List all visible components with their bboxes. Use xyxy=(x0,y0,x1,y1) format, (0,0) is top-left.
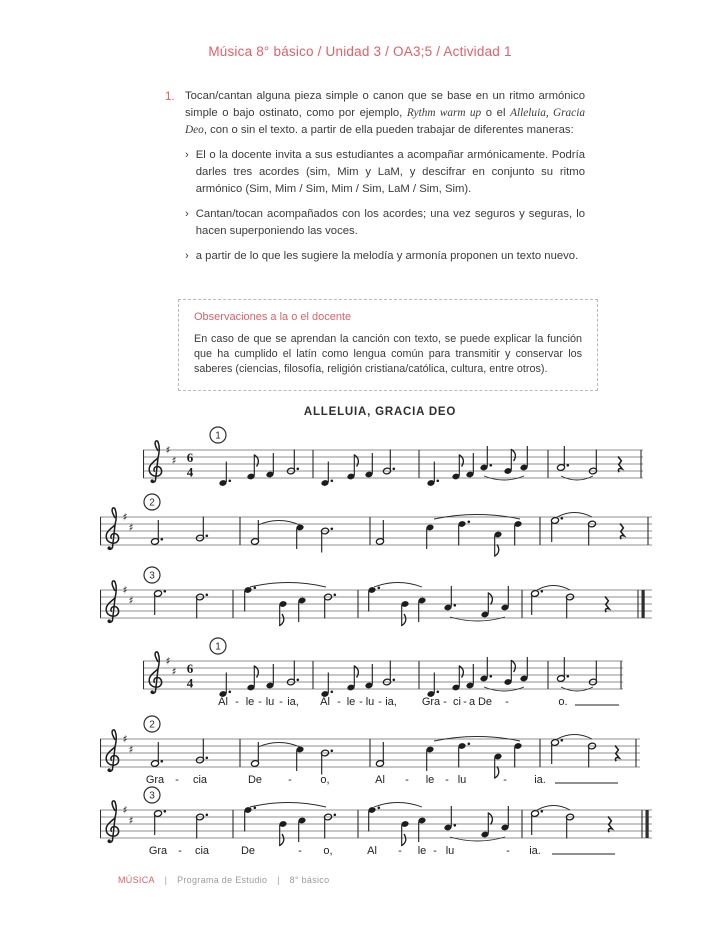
augmentation-dot xyxy=(229,691,232,694)
sharp-icon: ♯ xyxy=(165,444,171,457)
augmentation-dot xyxy=(297,679,300,682)
note xyxy=(514,520,523,545)
note xyxy=(279,600,288,625)
augmentation-dot xyxy=(206,757,209,760)
lyric-syllable: - xyxy=(378,696,382,708)
intro-italic-segment: Rythm warm up xyxy=(406,107,482,119)
note xyxy=(401,820,410,845)
footer-brand: MÚSICA xyxy=(118,875,155,885)
sharp-icon: ♯ xyxy=(122,584,128,597)
eighth-flag xyxy=(488,813,492,824)
bullet-marker: › xyxy=(185,149,189,161)
lyric-syllable: De xyxy=(477,696,493,708)
lyric-syllable: ci xyxy=(453,696,461,708)
lyric-syllable: o. xyxy=(558,696,568,708)
note xyxy=(427,462,439,487)
lyric-syllable: lu xyxy=(365,696,375,708)
augmentation-dot xyxy=(454,824,457,827)
treble-clef-icon xyxy=(106,801,118,843)
note xyxy=(347,666,359,691)
lyric-syllable: ia, xyxy=(385,696,397,708)
augmentation-dot xyxy=(454,604,457,607)
augmentation-dot xyxy=(393,468,396,471)
augmentation-dot xyxy=(229,480,232,483)
lyric-syllable: le xyxy=(245,696,255,708)
augmentation-dot xyxy=(561,739,564,742)
activity-number: 1. xyxy=(165,91,175,103)
footer-grade: 8° básico xyxy=(289,875,330,885)
augmentation-dot xyxy=(437,691,440,694)
section-number: 2 xyxy=(149,719,155,731)
augmentation-dot xyxy=(254,807,257,810)
note xyxy=(401,600,410,625)
section-number: 2 xyxy=(149,497,155,509)
treble-clef-icon xyxy=(149,652,161,694)
augmentation-dot xyxy=(468,521,471,524)
lyric-syllable: De xyxy=(247,774,263,786)
lyric-syllable: cia xyxy=(192,774,208,786)
eighth-flag xyxy=(511,661,515,672)
augmentation-dot xyxy=(164,810,167,813)
activity-block xyxy=(163,88,585,265)
lyric-syllable: Gra xyxy=(421,696,441,708)
eighth-flag xyxy=(402,615,406,626)
augmentation-dot xyxy=(541,590,544,593)
lyric-syllable: Al xyxy=(375,774,385,786)
lyric-syllable: lu xyxy=(265,696,275,708)
lyric-syllable: ia. xyxy=(534,774,546,786)
augmentation-dot xyxy=(161,538,164,541)
footer-separator: | xyxy=(277,875,280,885)
score-title: ALLELUIA, GRACIA DEO xyxy=(303,406,457,418)
music-system-1 xyxy=(143,424,643,492)
sharp-icon: ♯ xyxy=(122,733,128,746)
eighth-flag xyxy=(280,615,284,626)
augmentation-dot xyxy=(468,743,471,746)
augmentation-dot xyxy=(561,517,564,520)
lyric-syllable: le xyxy=(425,774,435,786)
eighth-flag xyxy=(488,593,492,604)
footer xyxy=(118,875,336,885)
slur xyxy=(537,806,570,811)
slur xyxy=(557,735,592,740)
slur xyxy=(450,837,505,841)
augmentation-dot xyxy=(297,468,300,471)
augmentation-dot xyxy=(161,760,164,763)
treble-clef-icon xyxy=(106,730,118,772)
slur xyxy=(537,586,570,591)
lyric-syllable: a xyxy=(468,696,476,708)
augmentation-dot xyxy=(334,594,337,597)
sharp-icon: ♯ xyxy=(128,595,134,607)
sharp-icon: ♯ xyxy=(122,511,128,524)
note xyxy=(321,462,333,487)
page-title: Música 8° básico / Unidad 3 / OA3;5 / Actividad 1 xyxy=(208,44,512,59)
lyric-syllable: - xyxy=(235,696,239,708)
augmentation-dot xyxy=(206,535,209,538)
bullet-text: a partir de lo que les sugiere la melodía y armonía proponen un texto nuevo. xyxy=(195,250,579,262)
augmentation-dot xyxy=(206,814,209,817)
section-number: 1 xyxy=(215,430,221,442)
lyric-syllable: - xyxy=(298,845,302,857)
lyric-syllable: - xyxy=(359,696,363,708)
footer-program: Programa de Estudio xyxy=(177,875,268,885)
section-number: 1 xyxy=(215,641,221,653)
lyric-syllable: - xyxy=(398,845,402,857)
slur xyxy=(250,583,326,588)
music-system-3 xyxy=(100,784,652,864)
lyric-syllable: Gra xyxy=(145,774,165,786)
sharp-icon: ♯ xyxy=(122,804,128,817)
lyric-syllable: o, xyxy=(323,845,333,857)
footer-separator: | xyxy=(164,875,168,885)
augmentation-dot xyxy=(490,464,493,467)
section-number: 3 xyxy=(149,790,155,802)
intro-italic-segment: Alleluia, Gracia Deo xyxy=(185,107,585,136)
music-system-2 xyxy=(100,491,652,559)
lyric-syllable: - xyxy=(506,845,510,857)
eighth-flag xyxy=(280,835,284,846)
note xyxy=(279,820,288,845)
augmentation-dot xyxy=(378,807,381,810)
treble-clef-icon xyxy=(149,441,161,483)
note xyxy=(247,666,259,691)
observations-text: En caso de que se aprendan la canción con texto, se puede explicar la función que ha cumplido el latín como lengua común para transmitir y conservar los saberes (ciencias, filosofía, religión cristiana/católica, cultura, entre otros). xyxy=(194,333,582,375)
lyric-syllable: - xyxy=(337,696,341,708)
slur xyxy=(250,803,326,808)
lyric-syllable: - xyxy=(445,774,449,786)
eighth-flag xyxy=(511,450,515,461)
intro-segment: o el xyxy=(481,107,511,119)
augmentation-dot xyxy=(254,587,257,590)
section-number: 3 xyxy=(149,570,155,582)
lyric-syllable: - xyxy=(505,696,509,708)
augmentation-dot xyxy=(331,528,334,531)
bullet-marker: › xyxy=(185,208,189,220)
lyric-syllable: Al xyxy=(320,696,330,708)
music-system-2 xyxy=(100,713,640,793)
observations-title: Observaciones a la o el docente xyxy=(194,311,352,323)
intro-segment: , con o sin el texto. a partir de ella pueden trabajar de diferentes maneras: xyxy=(203,124,574,136)
slur xyxy=(557,513,592,518)
lyric-syllable: lu xyxy=(457,774,467,786)
note xyxy=(219,673,231,698)
lyric-syllable: - xyxy=(503,774,507,786)
augmentation-dot xyxy=(331,691,334,694)
sharp-icon: ♯ xyxy=(171,666,177,678)
lyric-syllable: ia, xyxy=(287,696,299,708)
bullet-text: El o la docente invita a sus estudiantes a acompañar armónicamente. Podría darles tres acordes (sim, Mim y LaM, y descifrar en conjunto su ritmo armónico (Sim, Mim / Sim, Mim / Sim, LaM / Sim, Sim). xyxy=(195,149,585,195)
lyric-syllable: lu xyxy=(445,845,455,857)
note xyxy=(452,455,464,480)
note xyxy=(494,531,503,556)
augmentation-dot xyxy=(490,675,493,678)
lyric-syllable: De xyxy=(240,845,256,857)
lyric-syllable: - xyxy=(463,696,467,708)
note xyxy=(247,455,259,480)
note xyxy=(494,753,503,778)
note xyxy=(452,666,464,691)
lyric-syllable: Al xyxy=(367,845,377,857)
lyric-syllable: le xyxy=(346,696,356,708)
sharp-icon: ♯ xyxy=(128,744,134,756)
lyric-syllable: le xyxy=(417,845,427,857)
bullet-item xyxy=(185,147,585,198)
lyric-syllable: - xyxy=(175,774,179,786)
augmentation-dot xyxy=(567,675,570,678)
augmentation-dot xyxy=(331,480,334,483)
note xyxy=(347,455,359,480)
treble-clef-icon xyxy=(106,581,118,623)
observations-box xyxy=(178,299,598,391)
lyric-syllable: Gra xyxy=(148,845,168,857)
bullet-text: Cantan/tocan acompañados con los acordes; una vez seguros y seguras, lo hacen superponiendo las voces. xyxy=(195,208,585,237)
bullet-list xyxy=(185,147,585,265)
music-system-1 xyxy=(143,635,623,715)
lyric-syllable: o, xyxy=(320,774,330,786)
lyric-syllable: - xyxy=(405,774,409,786)
bullet-item xyxy=(185,248,585,265)
note xyxy=(321,673,333,698)
augmentation-dot xyxy=(164,590,167,593)
note xyxy=(514,742,523,767)
sharp-icon: ♯ xyxy=(171,455,177,467)
note xyxy=(219,462,231,487)
lyric-syllable: - xyxy=(178,845,182,857)
intro-segment: Tocan/cantan alguna pieza simple o canon que se base en un ritmo armónico simple o bajo ostinato, como por ejemplo, xyxy=(185,90,585,119)
bullet-marker: › xyxy=(185,250,189,262)
slur xyxy=(374,583,422,588)
time-signature-numerator: 6 xyxy=(186,450,194,465)
final-barline-thick xyxy=(646,810,649,838)
lyric-syllable: - xyxy=(279,696,283,708)
augmentation-dot xyxy=(567,464,570,467)
time-signature-denominator: 4 xyxy=(186,464,194,480)
sharp-icon: ♯ xyxy=(128,522,134,534)
sharp-icon: ♯ xyxy=(128,815,134,827)
augmentation-dot xyxy=(437,480,440,483)
bullet-item xyxy=(185,206,585,240)
note xyxy=(427,673,439,698)
augmentation-dot xyxy=(378,587,381,590)
eighth-flag xyxy=(495,767,499,778)
lyric-syllable: - xyxy=(288,774,292,786)
slur xyxy=(374,803,422,808)
music-system-3 xyxy=(100,564,652,632)
lyric-syllable: - xyxy=(443,696,447,708)
augmentation-dot xyxy=(541,810,544,813)
final-barline-thick xyxy=(642,590,645,618)
sharp-icon: ♯ xyxy=(165,655,171,668)
lyric-syllable: Al xyxy=(218,696,228,708)
eighth-flag xyxy=(402,835,406,846)
time-signature-denominator: 4 xyxy=(186,675,194,691)
slur xyxy=(450,617,505,621)
lyric-syllable: ia. xyxy=(529,845,541,857)
augmentation-dot xyxy=(393,679,396,682)
lyric-syllable: cia xyxy=(194,845,210,857)
lyric-syllable: - xyxy=(258,696,262,708)
augmentation-dot xyxy=(206,594,209,597)
time-signature-numerator: 6 xyxy=(186,661,194,676)
activity-intro xyxy=(185,88,585,139)
lyric-syllable: - xyxy=(433,845,437,857)
augmentation-dot xyxy=(331,750,334,753)
eighth-flag xyxy=(495,545,499,556)
treble-clef-icon xyxy=(106,508,118,550)
augmentation-dot xyxy=(334,814,337,817)
